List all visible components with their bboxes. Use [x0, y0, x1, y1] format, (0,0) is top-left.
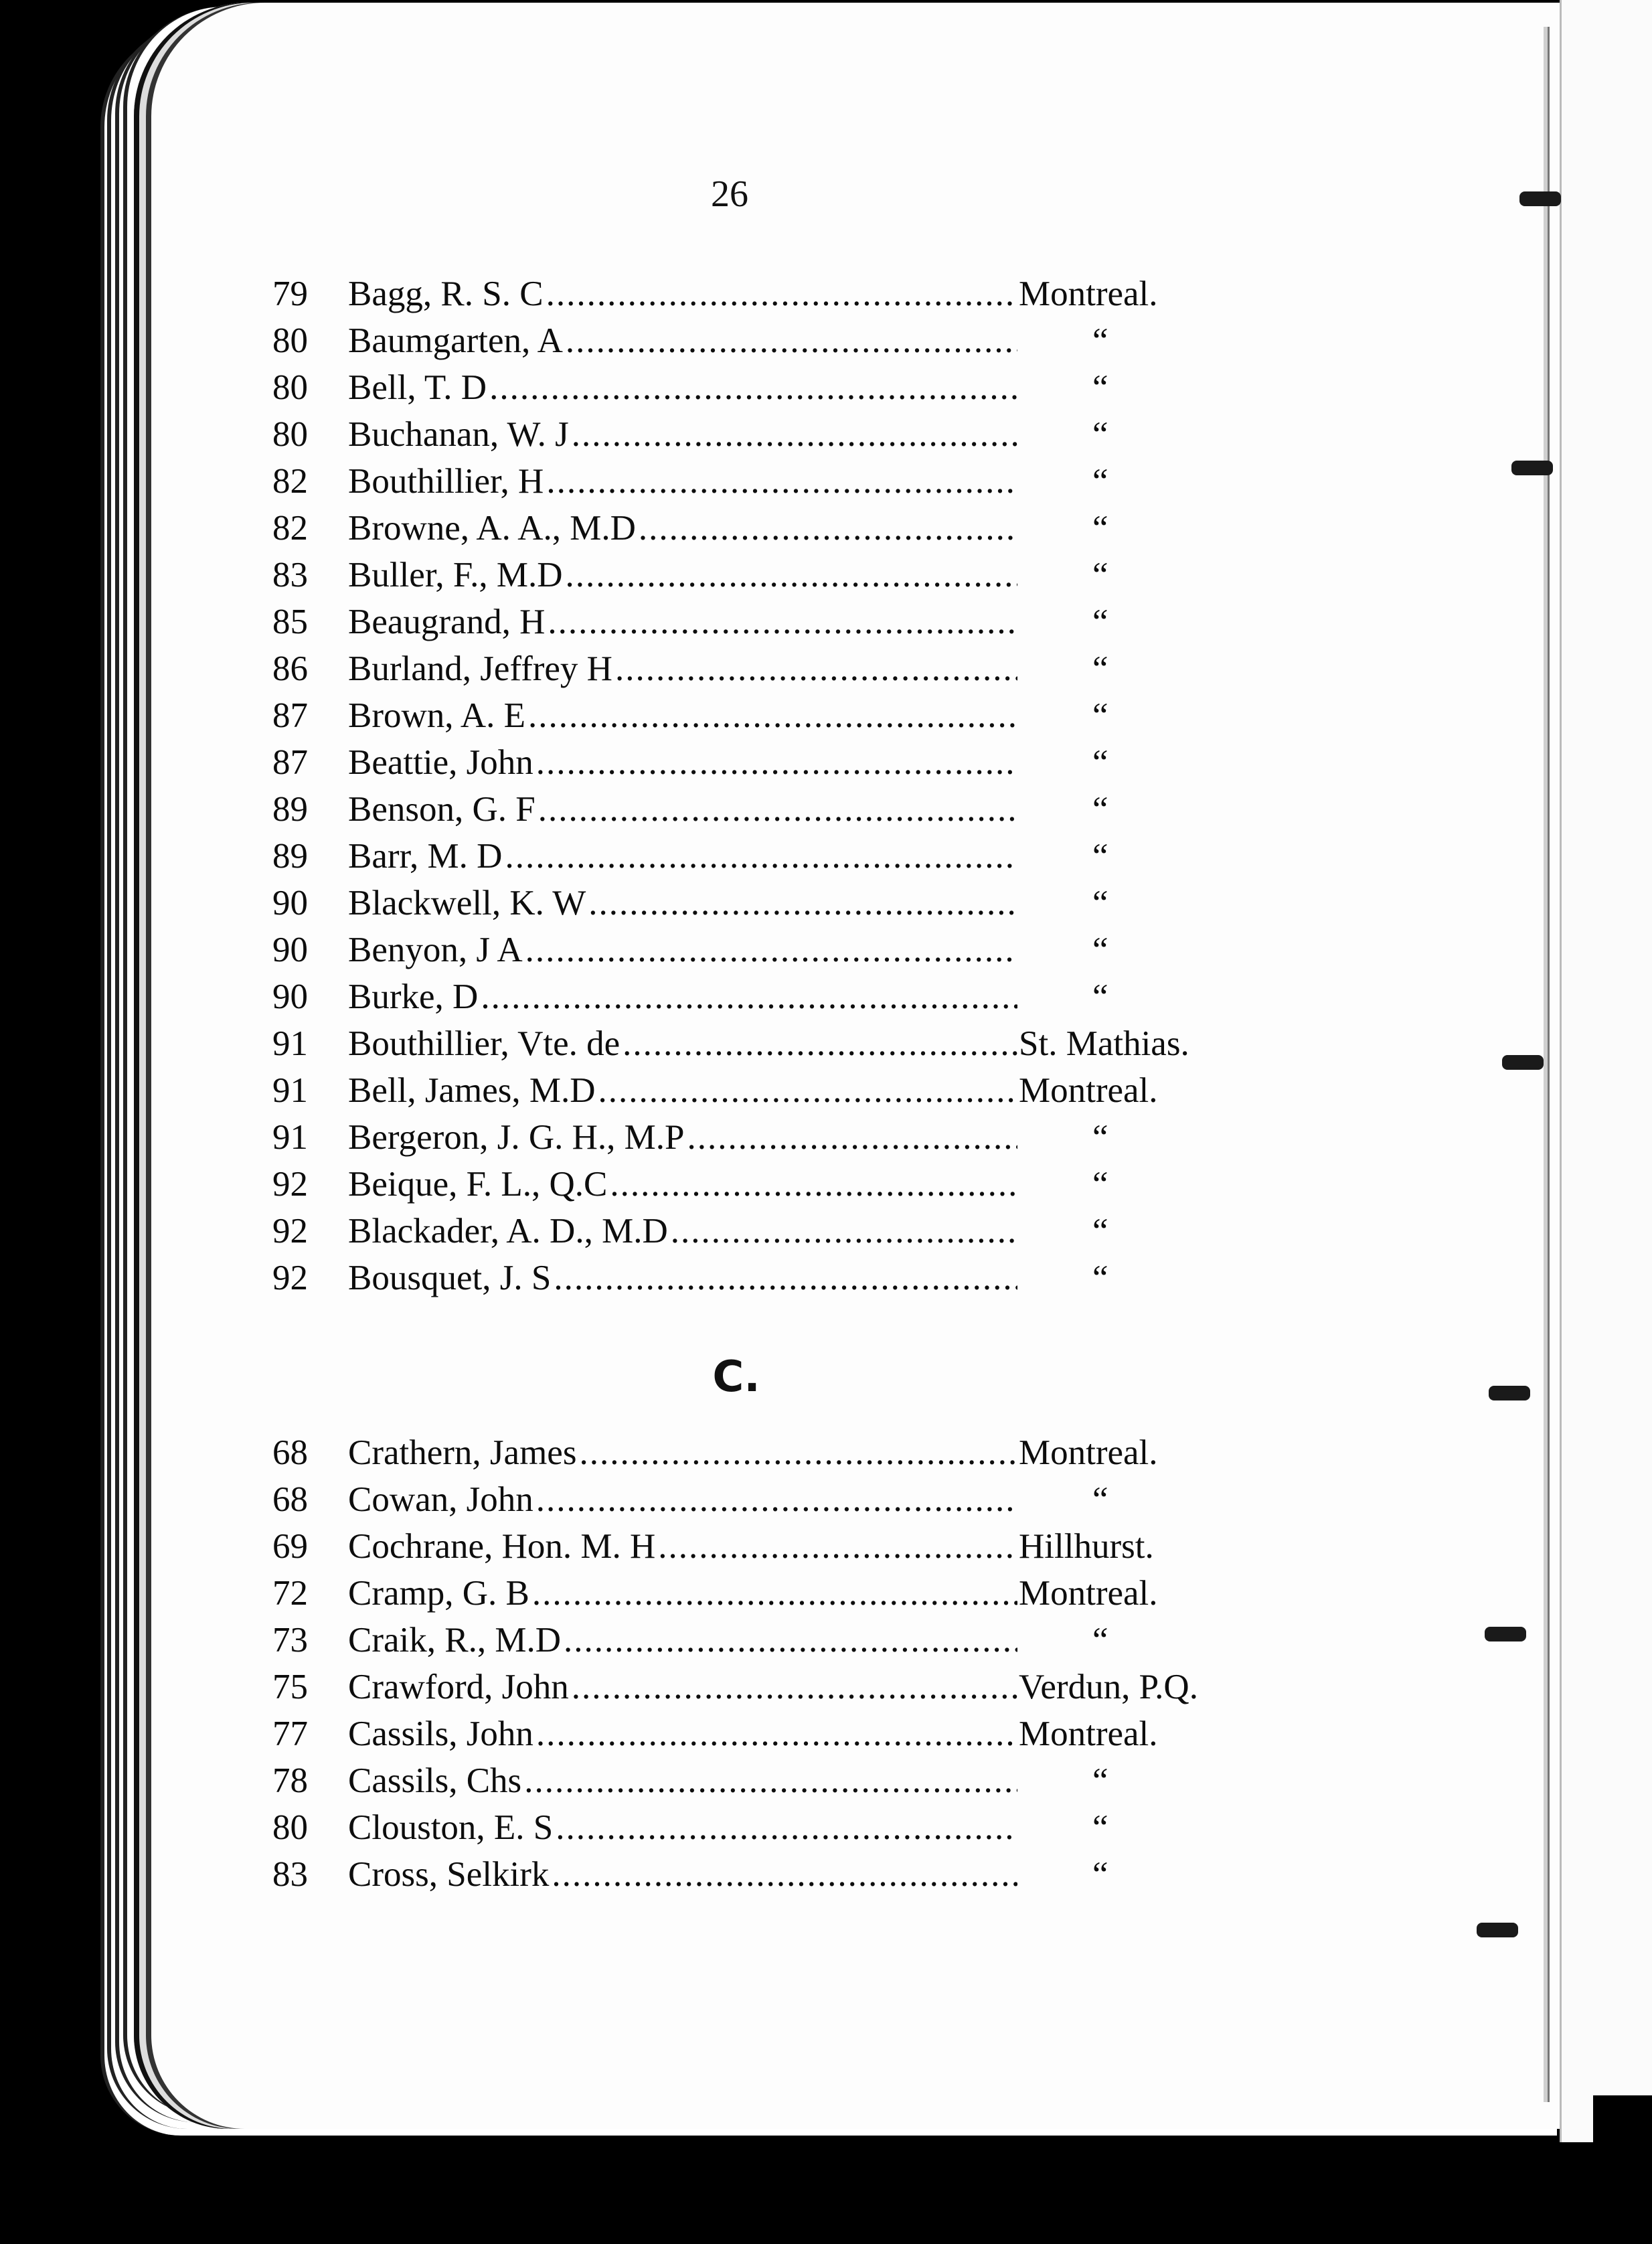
- entry-number: 89: [272, 790, 308, 829]
- entry-number: 90: [272, 977, 308, 1016]
- entry-number: 80: [272, 1808, 308, 1847]
- binding-stitch: [1477, 1923, 1518, 1937]
- leader-dots: [565, 552, 1017, 598]
- entry-name: Bagg, R. S. C: [348, 274, 544, 313]
- directory-entry: [254, 739, 1238, 786]
- directory-entry: [254, 552, 1238, 598]
- binding-stitch: [1511, 461, 1553, 475]
- entry-number: 72: [272, 1574, 308, 1613]
- leader-dots: [546, 458, 1017, 505]
- directory-entry: [254, 880, 1238, 927]
- entry-place: “: [1092, 1855, 1108, 1894]
- directory-entry: [254, 1067, 1238, 1114]
- entry-place: “: [1092, 884, 1108, 923]
- entry-number: 87: [272, 696, 308, 735]
- leader-dots: [528, 692, 1017, 739]
- facing-page-edge: [1560, 0, 1652, 2142]
- directory-entry: [254, 1804, 1238, 1851]
- entry-leader: [348, 505, 1017, 552]
- leader-dots: [554, 1255, 1017, 1301]
- entry-leader: [348, 1429, 1017, 1476]
- gutter-fold: [1548, 27, 1550, 2102]
- leader-dots: [639, 505, 1017, 552]
- entry-name: Barr, M. D: [348, 837, 503, 876]
- directory-entry: [254, 317, 1238, 364]
- entry-number: 90: [272, 931, 308, 969]
- entry-number: 77: [272, 1714, 308, 1753]
- directory-entry: [254, 1570, 1238, 1617]
- entry-leader: [348, 1710, 1017, 1757]
- entry-name: Cassils, Chs: [348, 1761, 522, 1800]
- leader-dots: [552, 1851, 1017, 1898]
- leader-dots: [579, 1429, 1017, 1476]
- leader-dots: [687, 1114, 1017, 1161]
- scan-speck: [27, 214, 37, 261]
- entry-place: “: [1092, 696, 1108, 735]
- entry-number: 82: [272, 509, 308, 548]
- leader-dots: [615, 645, 1017, 692]
- entry-name: Beattie, John: [348, 743, 533, 782]
- entry-name: Cross, Selkirk: [348, 1855, 550, 1894]
- entry-leader: [348, 1067, 1017, 1114]
- entry-leader: [348, 1523, 1017, 1570]
- entry-name: Buchanan, W. J: [348, 415, 569, 454]
- binding-stitch: [1502, 1055, 1544, 1070]
- leader-dots: [532, 1570, 1017, 1617]
- entry-number: 91: [272, 1024, 308, 1063]
- entry-place: “: [1092, 1808, 1108, 1847]
- entry-name: Bousquet, J. S: [348, 1259, 552, 1297]
- directory-entry: [254, 1710, 1238, 1757]
- entry-name: Bergeron, J. G. H., M.P: [348, 1118, 685, 1157]
- leader-dots: [525, 927, 1017, 973]
- entry-place: “: [1092, 790, 1108, 829]
- entry-leader: [348, 692, 1017, 739]
- leader-dots: [566, 317, 1017, 364]
- entry-leader: [348, 880, 1017, 927]
- leader-dots: [481, 973, 1017, 1020]
- directory-entry: [254, 270, 1238, 317]
- entry-number: 91: [272, 1118, 308, 1157]
- directory-entry: [254, 1020, 1238, 1067]
- entry-number: 68: [272, 1433, 308, 1472]
- entry-number: 87: [272, 743, 308, 782]
- entry-place: “: [1092, 321, 1108, 360]
- entry-list-c: [254, 1429, 1238, 1898]
- entry-place: St. Mathias.: [1019, 1024, 1189, 1063]
- entry-number: 89: [272, 837, 308, 876]
- entry-number: 69: [272, 1527, 308, 1566]
- section-heading-c: C.: [712, 1352, 760, 1402]
- entry-number: 80: [272, 368, 308, 407]
- entry-name: Benyon, J A: [348, 931, 523, 969]
- entry-leader: [348, 270, 1017, 317]
- entry-number: 91: [272, 1071, 308, 1110]
- directory-entry: [254, 1523, 1238, 1570]
- entry-place: “: [1092, 509, 1108, 548]
- directory-entry: [254, 598, 1238, 645]
- entry-name: Browne, A. A., M.D: [348, 509, 636, 548]
- leader-dots: [671, 1208, 1017, 1255]
- entry-leader: [348, 1208, 1017, 1255]
- entry-leader: [348, 1851, 1017, 1898]
- entry-place: “: [1092, 1259, 1108, 1297]
- leader-dots: [536, 1476, 1017, 1523]
- entry-place: “: [1092, 368, 1108, 407]
- directory-entry: [254, 1255, 1238, 1301]
- directory-entry: [254, 927, 1238, 973]
- entry-number: 75: [272, 1668, 308, 1706]
- entry-name: Craik, R., M.D: [348, 1621, 561, 1660]
- directory-entry: [254, 411, 1238, 458]
- entry-name: Baumgarten, A: [348, 321, 563, 360]
- leader-dots: [598, 1067, 1018, 1114]
- leader-dots: [658, 1523, 1017, 1570]
- entry-name: Bell, T. D: [348, 368, 487, 407]
- leader-dots: [588, 880, 1017, 927]
- page-number: 26: [711, 173, 748, 215]
- entry-place: “: [1092, 649, 1108, 688]
- directory-entry: [254, 1664, 1238, 1710]
- entry-leader: [348, 1020, 1017, 1067]
- entry-number: 92: [272, 1259, 308, 1297]
- entry-place: “: [1092, 603, 1108, 641]
- entry-name: Benson, G. F: [348, 790, 535, 829]
- entry-number: 92: [272, 1212, 308, 1251]
- entry-leader: [348, 739, 1017, 786]
- leader-dots: [610, 1161, 1017, 1208]
- entry-leader: [348, 411, 1017, 458]
- leader-dots: [546, 270, 1017, 317]
- directory-entry: [254, 1757, 1238, 1804]
- entry-leader: [348, 1804, 1017, 1851]
- directory-entry: [254, 1429, 1238, 1476]
- entry-number: 83: [272, 556, 308, 594]
- entry-place: Montreal.: [1019, 274, 1158, 313]
- entry-name: Clouston, E. S: [348, 1808, 554, 1847]
- leader-dots: [536, 739, 1017, 786]
- entry-leader: [348, 458, 1017, 505]
- directory-entry: [254, 833, 1238, 880]
- entry-leader: [348, 1757, 1017, 1804]
- entry-place: “: [1092, 931, 1108, 969]
- entry-leader: [348, 833, 1017, 880]
- directory-entry: [254, 786, 1238, 833]
- entry-leader: [348, 1570, 1017, 1617]
- entry-number: 83: [272, 1855, 308, 1894]
- directory-entry: [254, 1476, 1238, 1523]
- entry-leader: [348, 1114, 1017, 1161]
- entry-name: Bouthillier, Vte. de: [348, 1024, 621, 1063]
- entry-number: 86: [272, 649, 308, 688]
- entry-name: Brown, A. E: [348, 696, 525, 735]
- entry-leader: [348, 364, 1017, 411]
- entry-number: 92: [272, 1165, 308, 1204]
- entry-name: Crathern, James: [348, 1433, 577, 1472]
- entry-place: “: [1092, 743, 1108, 782]
- leader-dots: [489, 364, 1017, 411]
- leader-dots: [572, 411, 1017, 458]
- entry-name: Blackwell, K. W: [348, 884, 586, 923]
- entry-list-b: [254, 270, 1238, 1301]
- directory-entry: [254, 973, 1238, 1020]
- entry-number: 68: [272, 1480, 308, 1519]
- directory-entry: [254, 692, 1238, 739]
- entry-place: Hillhurst.: [1019, 1527, 1154, 1566]
- entry-number: 82: [272, 462, 308, 501]
- directory-entry: [254, 364, 1238, 411]
- entry-place: “: [1092, 1761, 1108, 1800]
- entry-number: 90: [272, 884, 308, 923]
- entry-place: “: [1092, 556, 1108, 594]
- entry-name: Crawford, John: [348, 1668, 569, 1706]
- entry-place: Montreal.: [1019, 1071, 1158, 1110]
- entry-name: Cramp, G. B: [348, 1574, 529, 1613]
- entry-leader: [348, 973, 1017, 1020]
- entry-place: “: [1092, 1480, 1108, 1519]
- entry-name: Beaugrand, H: [348, 603, 546, 641]
- entry-place: Montreal.: [1019, 1433, 1158, 1472]
- entry-leader: [348, 1161, 1017, 1208]
- leader-dots: [505, 833, 1017, 880]
- entry-place: “: [1092, 1621, 1108, 1660]
- entry-name: Burland, Jeffrey H: [348, 649, 612, 688]
- leader-dots: [623, 1020, 1017, 1067]
- entry-number: 80: [272, 415, 308, 454]
- binding-stitch: [1519, 191, 1561, 206]
- entry-place: “: [1092, 1118, 1108, 1157]
- entry-leader: [348, 645, 1017, 692]
- binding-stitch: [1485, 1627, 1526, 1641]
- leader-dots: [538, 786, 1017, 833]
- directory-entry: [254, 505, 1238, 552]
- entry-place: “: [1092, 462, 1108, 501]
- entry-number: 78: [272, 1761, 308, 1800]
- entry-name: Burke, D: [348, 977, 479, 1016]
- entry-number: 85: [272, 603, 308, 641]
- entry-leader: [348, 598, 1017, 645]
- entry-place: Montreal.: [1019, 1574, 1158, 1613]
- entry-number: 80: [272, 321, 308, 360]
- directory-entry: [254, 1161, 1238, 1208]
- entry-name: Blackader, A. D., M.D: [348, 1212, 668, 1251]
- directory-entry: [254, 1617, 1238, 1664]
- directory-entry: [254, 1208, 1238, 1255]
- entry-leader: [348, 786, 1017, 833]
- entry-place: Verdun, P.Q.: [1019, 1668, 1198, 1706]
- directory-entry: [254, 458, 1238, 505]
- entry-place: Montreal.: [1019, 1714, 1158, 1753]
- entry-place: “: [1092, 1165, 1108, 1204]
- directory-entry: [254, 1114, 1238, 1161]
- entry-name: Beique, F. L., Q.C: [348, 1165, 608, 1204]
- entry-name: Cowan, John: [348, 1480, 533, 1519]
- entry-name: Buller, F., M.D: [348, 556, 563, 594]
- entry-place: “: [1092, 1212, 1108, 1251]
- entry-leader: [348, 1476, 1017, 1523]
- scan-dark-corner: [1593, 2095, 1652, 2244]
- leader-dots: [524, 1757, 1017, 1804]
- entry-leader: [348, 1664, 1017, 1710]
- entry-place: “: [1092, 415, 1108, 454]
- entry-number: 79: [272, 274, 308, 313]
- binding-stitch: [1489, 1386, 1530, 1400]
- entry-leader: [348, 1255, 1017, 1301]
- entry-name: Cassils, John: [348, 1714, 533, 1753]
- leader-dots: [536, 1710, 1017, 1757]
- entry-leader: [348, 927, 1017, 973]
- entry-leader: [348, 552, 1017, 598]
- leader-dots: [556, 1804, 1017, 1851]
- leader-dots: [572, 1664, 1017, 1710]
- entry-leader: [348, 317, 1017, 364]
- entry-place: “: [1092, 837, 1108, 876]
- entry-leader: [348, 1617, 1017, 1664]
- leader-dots: [564, 1617, 1017, 1664]
- leader-dots: [548, 598, 1017, 645]
- directory-entry: [254, 1851, 1238, 1898]
- entry-name: Bell, James, M.D: [348, 1071, 596, 1110]
- entry-number: 73: [272, 1621, 308, 1660]
- directory-entry: [254, 645, 1238, 692]
- entry-place: “: [1092, 977, 1108, 1016]
- entry-name: Bouthillier, H: [348, 462, 544, 501]
- entry-name: Cochrane, Hon. M. H: [348, 1527, 656, 1566]
